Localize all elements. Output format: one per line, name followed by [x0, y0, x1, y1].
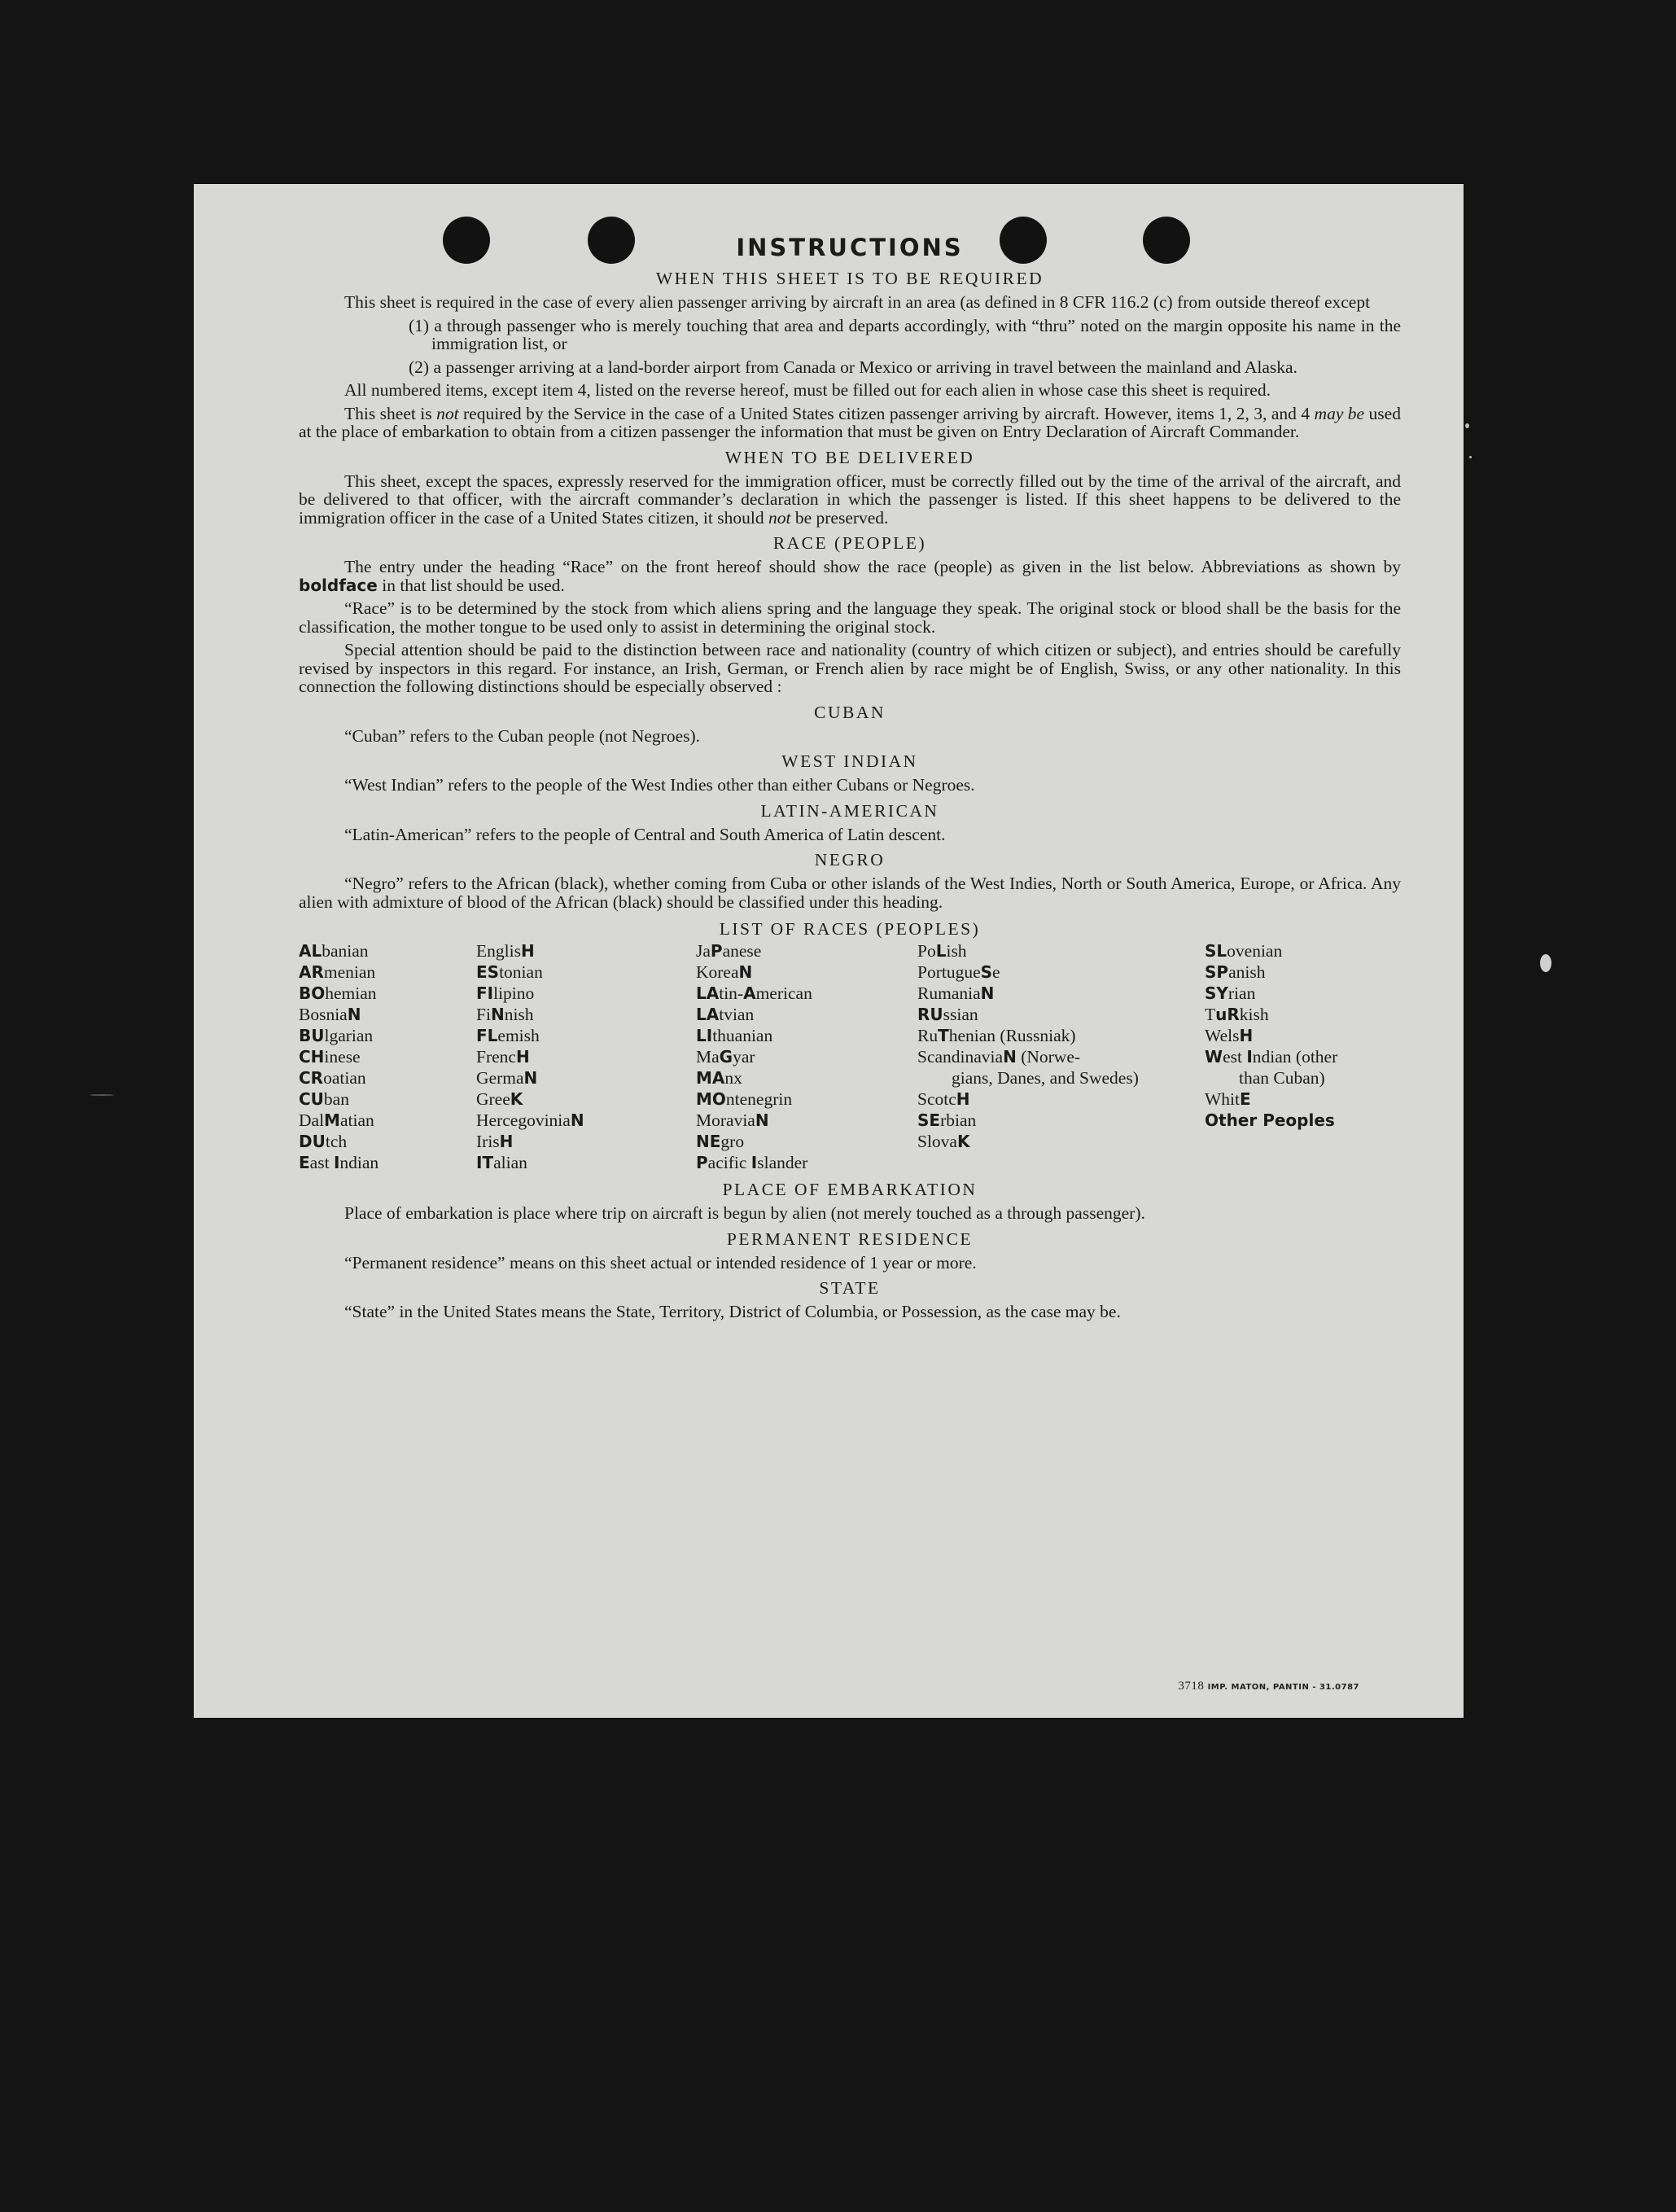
race-entry — [476, 1152, 696, 1173]
race-entry — [476, 940, 696, 961]
race-abbreviation: CR — [299, 1068, 324, 1088]
race-text: thuanian — [712, 1026, 773, 1045]
sheet-content — [299, 233, 1401, 1326]
race-text: slander — [757, 1153, 808, 1172]
race-text: ish — [946, 941, 967, 961]
heading-when-required: WHEN THIS SHEET IS TO BE REQUIRED — [655, 269, 1044, 288]
race-text: Whit — [1205, 1089, 1240, 1109]
race-entry — [476, 1088, 696, 1110]
race-entry — [1205, 1004, 1401, 1025]
race-entry — [696, 1067, 917, 1088]
race-abbreviation: L — [935, 941, 947, 961]
race-abbreviation: CH — [299, 1047, 325, 1067]
form-number: 3718 — [1178, 1680, 1205, 1693]
race-abbreviation: N — [738, 962, 753, 982]
race-abbreviation: E — [299, 1153, 310, 1172]
paragraph-cuban: “Cuban” refers to the Cuban people (not Negroes). — [344, 725, 701, 746]
paragraph-negro: “Negro” refers to the African (black), whether coming from Cuba or other islands of the West Indies, North or South America, Europe, or Africa. Any alien with admixture of blood of the African (black) should be classified under this heading. — [299, 874, 1401, 912]
scan-speck — [1469, 456, 1472, 458]
race-abbreviation: P — [696, 1153, 708, 1172]
race-entry — [917, 1131, 1205, 1152]
heading-negro: NEGRO — [814, 850, 886, 869]
race-text: acific — [707, 1153, 751, 1172]
race-text: Scotc — [917, 1089, 956, 1109]
race-text: e — [992, 962, 1000, 982]
race-text: Wels — [1205, 1026, 1240, 1045]
race-text: Hercegovinia — [476, 1110, 571, 1130]
race-note: than Cuban) — [1239, 1068, 1325, 1088]
race-entry — [917, 940, 1205, 961]
race-text: rian — [1227, 983, 1256, 1003]
paragraph-required: This sheet is required in the case of every alien passenger arriving by aircraft in an area (as defined in 8 CFR 116.2 (c) from outside thereof except — [344, 292, 1371, 312]
race-entry — [917, 961, 1205, 983]
heading-list-of-races: LIST OF RACES (PEOPLES) — [719, 919, 981, 939]
heading-when-delivered: WHEN TO BE DELIVERED — [724, 447, 975, 467]
race-abbreviation: LA — [696, 1005, 720, 1024]
race-entry — [1205, 1046, 1401, 1088]
race-entry — [476, 1110, 696, 1131]
paragraph-west-indian: “West Indian” refers to the people of the West Indies other than either Cubans or Negroes. — [344, 775, 975, 795]
paragraph-state: “State” in the United States means the State, Territory, District of Columbia, or Possession, as the case may be. — [344, 1302, 1121, 1321]
race-entry — [1205, 940, 1401, 961]
race-text: anish — [1228, 962, 1266, 982]
race-entry — [1205, 1025, 1401, 1046]
race-entry — [476, 1067, 696, 1088]
exception-item-2: (2) a passenger arriving at a land-border airport from Canada or Mexico or arriving in travel between the mainland and Alaska. — [409, 357, 1297, 377]
race-text: Englis — [476, 941, 521, 961]
race-entry — [476, 961, 696, 983]
race-abbreviation: BO — [299, 983, 326, 1003]
race-column — [299, 940, 476, 1173]
race-entry — [476, 1025, 696, 1046]
race-entry — [1205, 1110, 1401, 1131]
race-text: Po — [917, 941, 936, 961]
race-entry — [917, 1004, 1205, 1025]
heading-cuban: CUBAN — [814, 702, 886, 722]
italic-not: not — [436, 403, 459, 423]
scan-speck — [1540, 954, 1551, 972]
scan-speck — [90, 1094, 114, 1096]
race-text: Gree — [476, 1089, 510, 1109]
race-abbreviation: H — [1239, 1026, 1254, 1045]
race-entry — [696, 1025, 917, 1046]
race-entry — [696, 1131, 917, 1152]
race-abbreviation: H — [515, 1047, 530, 1067]
race-abbreviation: IT — [476, 1153, 494, 1172]
race-text: T — [1205, 1005, 1216, 1024]
race-text: Frenc — [476, 1047, 516, 1067]
text-run: This sheet is — [344, 403, 437, 423]
heading-race: RACE (PEOPLE) — [772, 533, 927, 553]
race-abbreviation: A — [743, 983, 756, 1003]
race-abbreviation: DU — [299, 1132, 326, 1151]
race-text: yar — [733, 1047, 755, 1067]
race-entry — [917, 1110, 1205, 1131]
race-entry — [299, 1004, 476, 1025]
race-entry — [299, 1088, 476, 1110]
race-text: henian (Russniak) — [948, 1026, 1076, 1045]
race-text: nish — [504, 1005, 534, 1024]
race-text: lipino — [493, 983, 535, 1003]
race-abbreviation: BU — [299, 1026, 325, 1045]
race-text: (Norwe- — [1016, 1047, 1081, 1067]
race-abbreviation: FI — [476, 983, 494, 1003]
paragraph-citizen — [299, 405, 1401, 441]
race-abbreviation: I — [750, 1153, 758, 1172]
paragraph-race-nationality: Special attention should be paid to the distinction between race and nationality (country of which citizen or subject), and entries should be carefully revised by inspectors in this regard. For instance, an Irish, German, or French alien by race might be of English, Swiss, or any other nationality. In this connection the following distinctions should be especially observed : — [299, 640, 1401, 696]
race-entry — [1205, 961, 1401, 983]
race-entry — [299, 1067, 476, 1088]
race-abbreviation: N — [523, 1068, 538, 1088]
race-text: banian — [322, 941, 369, 961]
race-entry — [299, 1152, 476, 1173]
race-text: lgarian — [324, 1026, 374, 1045]
text-run: in that list should be used. — [377, 575, 565, 595]
paragraph-race-entry — [299, 558, 1401, 594]
race-text: Dal — [299, 1110, 325, 1130]
race-note: gians, Danes, and Swedes) — [952, 1068, 1139, 1088]
race-text: ntenegrin — [725, 1089, 793, 1109]
race-entry — [917, 1025, 1205, 1046]
race-abbreviation: G — [719, 1047, 733, 1067]
race-text: emish — [497, 1026, 540, 1045]
race-abbreviation: SE — [917, 1110, 941, 1130]
race-entry — [696, 983, 917, 1004]
race-abbreviation: SY — [1205, 983, 1228, 1003]
race-entry — [476, 1046, 696, 1067]
heading-residence: PERMANENT RESIDENCE — [726, 1229, 974, 1249]
race-abbreviation: N — [980, 983, 995, 1003]
race-entry — [696, 1046, 917, 1067]
race-column — [1205, 940, 1401, 1173]
race-entry — [696, 961, 917, 983]
race-text: est — [1223, 1047, 1247, 1067]
race-text: anese — [722, 941, 762, 961]
race-abbreviation: MO — [696, 1089, 726, 1109]
race-text: atian — [339, 1110, 374, 1130]
race-entry — [696, 1152, 917, 1173]
race-entry — [696, 1110, 917, 1131]
race-abbreviation: LA — [696, 983, 720, 1003]
race-abbreviation: AL — [299, 941, 322, 961]
race-abbreviation: SL — [1205, 941, 1227, 961]
race-text: Ja — [696, 941, 711, 961]
race-entry — [299, 1025, 476, 1046]
race-entry — [299, 961, 476, 983]
paragraph-race-stock: “Race” is to be determined by the stock from which aliens spring and the language they speak. The original stock or blood shall be the basis for the classification, the mother tongue to be used only to assist in determining the original stock. — [299, 598, 1401, 637]
paragraph-embarkation: Place of embarkation is place where trip on aircraft is begun by alien (not merely touched as a through passenger). — [344, 1203, 1145, 1223]
race-column — [917, 940, 1205, 1173]
race-abbreviation: N — [1003, 1047, 1017, 1067]
race-abbreviation: N — [755, 1110, 769, 1130]
race-text: Iris — [476, 1132, 500, 1151]
race-abbreviation: FL — [476, 1026, 498, 1045]
race-abbreviation: SP — [1205, 962, 1229, 982]
race-text: rbian — [940, 1110, 977, 1130]
race-entry — [299, 940, 476, 961]
race-abbreviation: M — [324, 1110, 340, 1130]
paragraph-delivered — [299, 472, 1401, 528]
heading-latin-american: LATIN-AMERICAN — [760, 800, 939, 821]
race-entry — [696, 940, 917, 961]
race-abbreviation: H — [499, 1132, 514, 1151]
race-abbreviation: K — [510, 1089, 523, 1109]
printer-imprint: IMP. MATON, PANTIN - 31.0787 — [1207, 1683, 1359, 1692]
race-text: Ru — [917, 1026, 939, 1045]
text-run: used at the place of embarkation to obtain from a citizen passenger the information that must be given on Entry Declaration of Aircraft Commander. — [299, 403, 1401, 441]
race-abbreviation: AR — [299, 962, 324, 982]
race-text: inese — [324, 1047, 361, 1067]
race-text: Slova — [917, 1132, 957, 1151]
heading-west-indian: WEST INDIAN — [781, 751, 918, 771]
race-text: Moravia — [696, 1110, 755, 1130]
race-text: hemian — [325, 983, 377, 1003]
paragraph-numbered-items: All numbered items, except item 4, listed on the reverse hereof, must be filled out for each alien in whose case this sheet is required. — [344, 380, 1271, 400]
race-abbreviation: N — [570, 1110, 584, 1130]
italic-may-be: may be — [1314, 403, 1365, 423]
race-entry — [1205, 983, 1401, 1004]
race-column — [696, 940, 917, 1173]
heading-embarkation: PLACE OF EMBARKATION — [722, 1180, 978, 1199]
race-entry — [1205, 1088, 1401, 1110]
paragraph-residence: “Permanent residence” means on this sheet actual or intended residence of 1 year or more. — [344, 1252, 977, 1272]
race-text: ban — [323, 1089, 349, 1109]
race-abbreviation: H — [956, 1089, 970, 1109]
race-text: tvian — [719, 1005, 755, 1024]
race-text: tin- — [719, 983, 744, 1003]
race-text: tch — [325, 1132, 348, 1151]
boldface-word: boldface — [299, 575, 378, 595]
race-abbreviation: uR — [1215, 1005, 1240, 1024]
race-text: nx — [724, 1068, 742, 1088]
race-abbreviation: W — [1205, 1047, 1223, 1067]
race-entry — [696, 1004, 917, 1025]
race-abbreviation: K — [956, 1132, 970, 1151]
race-text: Germa — [476, 1068, 524, 1088]
race-text: gro — [720, 1132, 745, 1151]
race-abbreviation: MA — [696, 1068, 725, 1088]
race-list — [299, 940, 1401, 1173]
race-entry — [917, 983, 1205, 1004]
race-text: ast — [309, 1153, 334, 1172]
race-entry — [476, 983, 696, 1004]
race-text: Bosnia — [299, 1005, 348, 1024]
race-text: Portugue — [917, 962, 981, 982]
race-abbreviation: S — [980, 962, 993, 982]
page-title: INSTRUCTIONS — [736, 234, 964, 261]
race-text: alian — [493, 1153, 527, 1172]
race-abbreviation: CU — [299, 1089, 324, 1109]
race-entry — [476, 1004, 696, 1025]
race-abbreviation: I — [1246, 1047, 1253, 1067]
race-text: merican — [755, 983, 812, 1003]
race-text: ovenian — [1227, 941, 1283, 961]
race-abbreviation: H — [520, 941, 535, 961]
race-abbreviation: T — [938, 1026, 949, 1045]
race-abbreviation: N — [490, 1005, 505, 1024]
paragraph-latin-american: “Latin-American” refers to the people of Central and South America of Latin descent. — [344, 824, 946, 844]
text-run: required by the Service in the case of a United States citizen passenger arriving by aircraft. However, items 1, 2, 3, and 4 — [458, 403, 1315, 423]
text-run: be preserved. — [790, 507, 889, 528]
race-text: Rumania — [917, 983, 981, 1003]
race-abbreviation: LI — [696, 1026, 713, 1045]
race-entry — [917, 1088, 1205, 1110]
race-abbreviation: RU — [917, 1005, 943, 1024]
race-text: Korea — [696, 962, 739, 982]
race-text: Ma — [696, 1047, 720, 1067]
race-entry — [917, 1046, 1205, 1088]
race-text: menian — [323, 962, 376, 982]
printer-footer — [1178, 1680, 1359, 1693]
race-text: ndian — [339, 1153, 379, 1172]
race-text: ndian (other — [1252, 1047, 1338, 1067]
race-entry — [299, 1131, 476, 1152]
text-run: This sheet, except the spaces, expressly reserved for the immigration officer, must be correctly filled out by the time of the arrival of the aircraft, and be delivered to that officer, with the aircraft commander’s declaration in which the passenger is listed. If this sheet happens to be delivered to the immigration officer in the case of a United States citizen, it should — [299, 471, 1401, 528]
race-entry — [696, 1088, 917, 1110]
race-entry — [299, 983, 476, 1004]
race-text: kish — [1239, 1005, 1269, 1024]
race-text: Scandinavia — [917, 1047, 1004, 1067]
race-text: Other Peoples — [1205, 1110, 1335, 1130]
race-abbreviation: I — [333, 1153, 340, 1172]
scan-speck — [1465, 423, 1469, 428]
heading-state: STATE — [819, 1278, 881, 1298]
race-abbreviation: P — [710, 941, 723, 961]
race-abbreviation: N — [347, 1005, 361, 1024]
race-abbreviation: NE — [696, 1132, 721, 1151]
race-entry — [476, 1131, 696, 1152]
italic-not: not — [768, 507, 791, 528]
text-run: The entry under the heading “Race” on the front hereof should show the race (people) as given in the list below. Abbreviations as shown by — [344, 557, 1401, 576]
exception-item-1: (1) a through passenger who is merely touching that area and departs accordingly, with “thru” noted on the margin opposite his name in the immigration list, or — [409, 315, 1401, 353]
instruction-sheet — [194, 184, 1464, 1718]
race-text: Fi — [476, 1005, 491, 1024]
race-abbreviation: ES — [476, 962, 500, 982]
race-entry — [299, 1046, 476, 1067]
race-text: oatian — [323, 1068, 366, 1088]
race-column — [476, 940, 696, 1173]
race-entry — [299, 1110, 476, 1131]
race-text: ssian — [943, 1005, 978, 1024]
race-text: tonian — [499, 962, 543, 982]
race-abbreviation: E — [1240, 1089, 1251, 1109]
